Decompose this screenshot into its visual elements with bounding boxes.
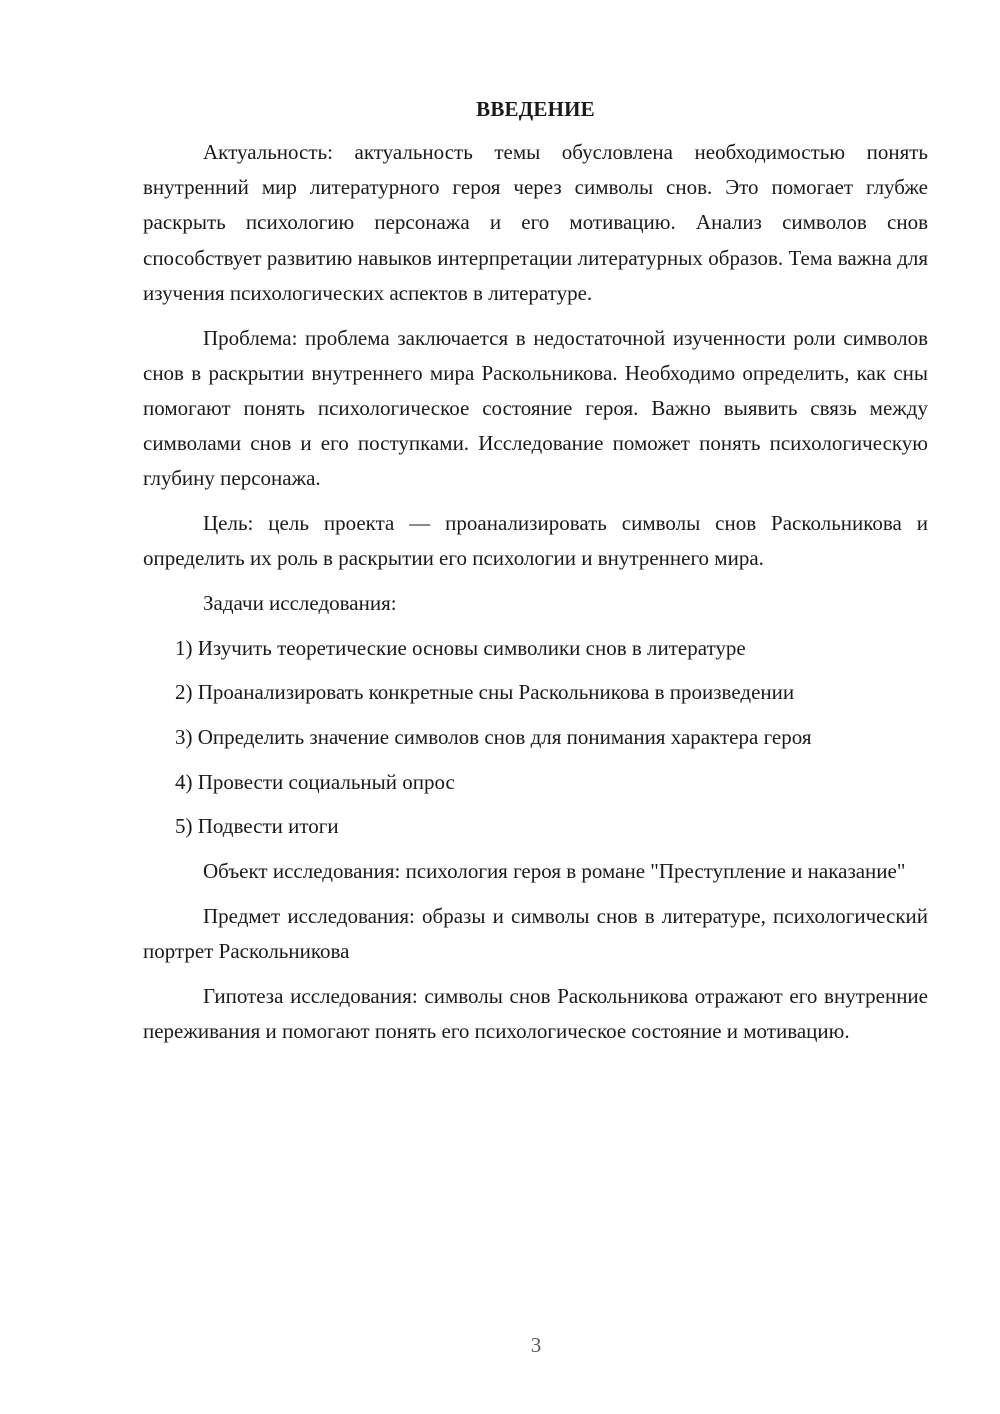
task-item-1: 1) Изучить теоретические основы символики снов в литературе <box>175 635 746 660</box>
page-number: 3 <box>530 1333 542 1357</box>
task-item-2: 2) Проанализировать конкретные сны Раскольникова в произведении <box>175 680 795 705</box>
section-title: ВВЕДЕНИЕ <box>476 97 595 121</box>
tasks-heading: Задачи исследования: <box>203 590 397 615</box>
paragraph-object: Объект исследования: психология героя в романе "Преступление и наказание" <box>203 859 906 884</box>
paragraph-goal: Цель: цель проекта — проанализировать символы снов Раскольникова и определить их роль в раскрытии его психологии и внутреннего мира. <box>143 511 928 571</box>
paragraph-problem: Проблема: проблема заключается в недостаточной изученности роли символов снов в раскрытии внутреннего мира Раскольникова. Необходимо определить, как сны помогают понять психологическое состояние героя. Важно выявить связь между символами снов и его поступками. Исследование поможет понять психологическую глубину персонажа. <box>143 325 928 491</box>
document-page <box>143 92 928 1059</box>
task-item-4: 4) Провести социальный опрос <box>175 769 455 794</box>
task-item-5: 5) Подвести итоги <box>175 814 339 839</box>
paragraph-relevance: Актуальность: актуальность темы обусловлена необходимостью понять внутренний мир литературного героя через символы снов. Это помогает глубже раскрыть психологию персонажа и его мотивацию. Анализ символов снов способствует развитию навыков интерпретации литературных образов. Тема важна для изучения психологических аспектов в литературе. <box>143 140 928 305</box>
task-item-3: 3) Определить значение символов снов для понимания характера героя <box>175 725 812 750</box>
paragraph-subject: Предмет исследования: образы и символы снов в литературе, психологический портрет Раскольникова <box>143 903 928 964</box>
paragraph-hypothesis: Гипотеза исследования: символы снов Раскольникова отражают его внутренние переживания и помогают понять его психологическое состояние и мотивацию. <box>143 983 928 1043</box>
